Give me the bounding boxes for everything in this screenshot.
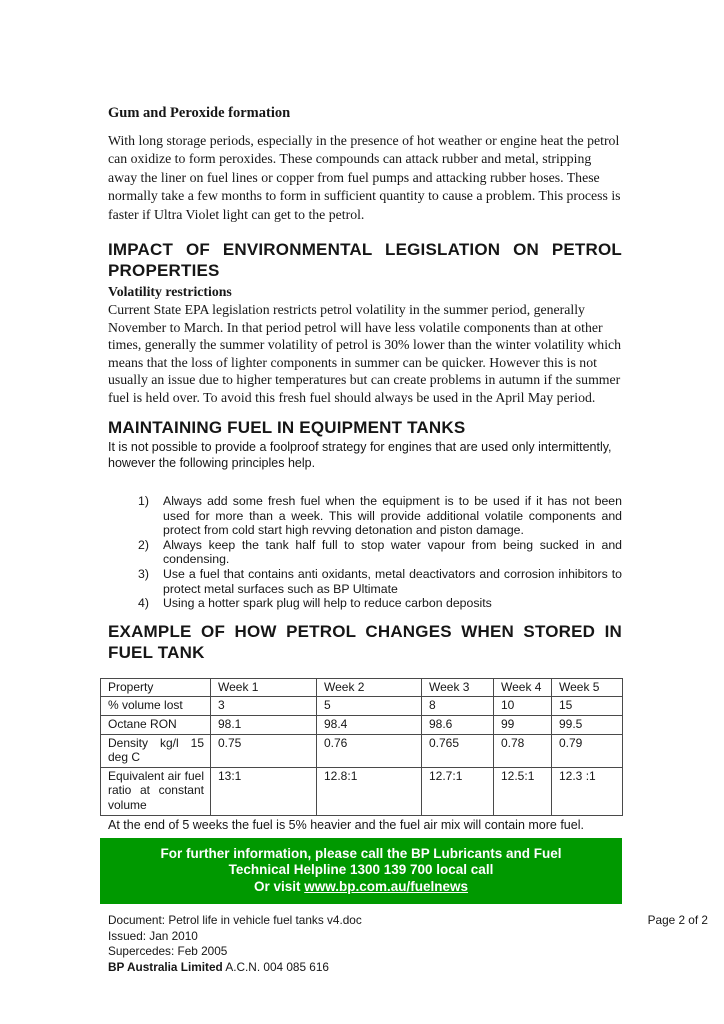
table-cell: 99.5	[552, 715, 623, 734]
table-cell: 0.76	[317, 734, 422, 767]
maintaining-intro: It is not possible to provide a foolproof strategy for engines that are used only intermittently, however the following principles help.	[108, 440, 612, 470]
list-item-number: 1)	[138, 494, 149, 509]
footer-supercedes-line: Supercedes: Feb 2005	[108, 944, 228, 959]
page-content	[100, 0, 708, 975]
list-item-number: 3)	[138, 567, 149, 581]
table-header-cell: Week 2	[317, 678, 422, 697]
table-header-cell: Week 4	[494, 678, 552, 697]
table-cell: 10	[494, 697, 552, 716]
list-item	[108, 494, 622, 538]
table-cell: 13:1	[211, 767, 317, 815]
table-header-row	[101, 678, 623, 697]
banner-line-2: Technical Helpline 1300 139 700 local call	[228, 862, 494, 878]
example-petrol-heading: EXAMPLE OF HOW PETROL CHANGES WHEN STORED IN FUEL TANK	[108, 621, 622, 662]
table-cell: 3	[211, 697, 317, 716]
list-item-text: Always add some fresh fuel when the equipment is to be used if it has not been used for more than a week. This will provide additional volatile components and protect from cold start high revving detonation and piston damage.	[163, 494, 622, 538]
table-header-cell: Property	[101, 678, 211, 697]
footer-document-line: Document: Petrol life in vehicle fuel tanks v4.doc	[108, 913, 362, 928]
table-cell: 98.4	[317, 715, 422, 734]
table-cell: % volume lost	[101, 697, 211, 716]
impact-legislation-heading: IMPACT OF ENVIRONMENTAL LEGISLATION ON PETROL PROPERTIES	[108, 240, 622, 281]
list-item-text: Use a fuel that contains anti oxidants, metal deactivators and corrosion inhibitors to protect metal surfaces such as BP Ultimate	[163, 567, 622, 596]
banner-link-prefix: Or visit	[253, 878, 305, 894]
list-item	[108, 596, 622, 611]
table-footnote: At the end of 5 weeks the fuel is 5% heavier and the fuel air mix will contain more fuel.	[108, 817, 584, 832]
table-cell: 12.8:1	[317, 767, 422, 815]
table-cell: Density kg/l 15 deg C	[101, 734, 211, 767]
footer-issued-line: Issued: Jan 2010	[108, 928, 198, 943]
maintaining-fuel-heading: MAINTAINING FUEL IN EQUIPMENT TANKS	[108, 418, 466, 438]
table-cell: Equivalent air fuel ratio at constant volume	[101, 767, 211, 815]
banner-line-3	[100, 879, 622, 896]
maintenance-principles-list	[108, 494, 622, 611]
banner-line-1: For further information, please call the BP Lubricants and Fuel	[160, 845, 562, 861]
list-item-number: 2)	[138, 537, 149, 552]
list-item	[108, 567, 622, 596]
table-cell: 0.75	[211, 734, 317, 767]
list-item	[108, 538, 622, 567]
table-cell: Octane RON	[101, 715, 211, 734]
table-cell: 0.79	[552, 734, 623, 767]
table-cell: 12.5:1	[494, 767, 552, 815]
volatility-restrictions-subheading: Volatility restrictions	[108, 284, 232, 300]
page-number: Page 2 of 2	[647, 913, 708, 928]
table-row	[101, 734, 623, 767]
bp-helpline-banner	[100, 838, 622, 905]
list-item-text: Always keep the tank half full to stop water vapour from being sucked in and condensing.	[163, 537, 622, 567]
table-cell: 5	[317, 697, 422, 716]
list-item-text: Using a hotter spark plug will help to reduce carbon deposits	[163, 596, 492, 611]
table-row	[101, 697, 623, 716]
company-acn: A.C.N. 004 085 616	[222, 959, 329, 974]
gum-peroxide-paragraph: With long storage periods, especially in the presence of hot weather or engine heat the petrol can oxidize to form peroxides. These compounds can attack rubber and metal, stripping away the liner on fuel lines or copper from fuel pumps and attacking rubber hoses. These normally take a few months to form in sufficient quantity to cause a problem. This process is faster if Ultra Violet light can get to the petrol.	[108, 133, 621, 222]
list-item-number: 4)	[138, 596, 149, 611]
table-cell: 0.78	[494, 734, 552, 767]
gum-peroxide-heading: Gum and Peroxide formation	[108, 105, 291, 121]
table-row	[101, 715, 623, 734]
footer-left	[108, 913, 362, 975]
company-name: BP Australia Limited	[108, 959, 223, 974]
fuelnews-link[interactable]: www.bp.com.au/fuelnews	[304, 878, 469, 894]
footer-company-line	[108, 960, 362, 976]
table-header-cell: Week 5	[552, 678, 623, 697]
table-cell: 8	[422, 697, 494, 716]
table-cell: 0.765	[422, 734, 494, 767]
table-cell: 98.1	[211, 715, 317, 734]
table-header-cell: Week 1	[211, 678, 317, 697]
table-header-cell: Week 3	[422, 678, 494, 697]
table-cell: 12.3 :1	[552, 767, 623, 815]
petrol-changes-table	[100, 678, 623, 816]
table-cell: 99	[494, 715, 552, 734]
volatility-paragraph: Current State EPA legislation restricts petrol volatility in the summer period, generally November to March. In that period petrol will have less volatile components than at other times, generally the summer volatility of petrol is 30% lower than the winter volatility which means that the loss of lighter components in summer can be quicker. However this is not usually an issue due to higher temperatures but can create problems in autumn if the summer fuel is held over. To avoid this fresh fuel should always be used in the April May period.	[108, 302, 622, 405]
table-row	[101, 767, 623, 815]
page-footer	[108, 913, 708, 975]
table-cell: 12.7:1	[422, 767, 494, 815]
table-cell: 15	[552, 697, 623, 716]
table-cell: 98.6	[422, 715, 494, 734]
